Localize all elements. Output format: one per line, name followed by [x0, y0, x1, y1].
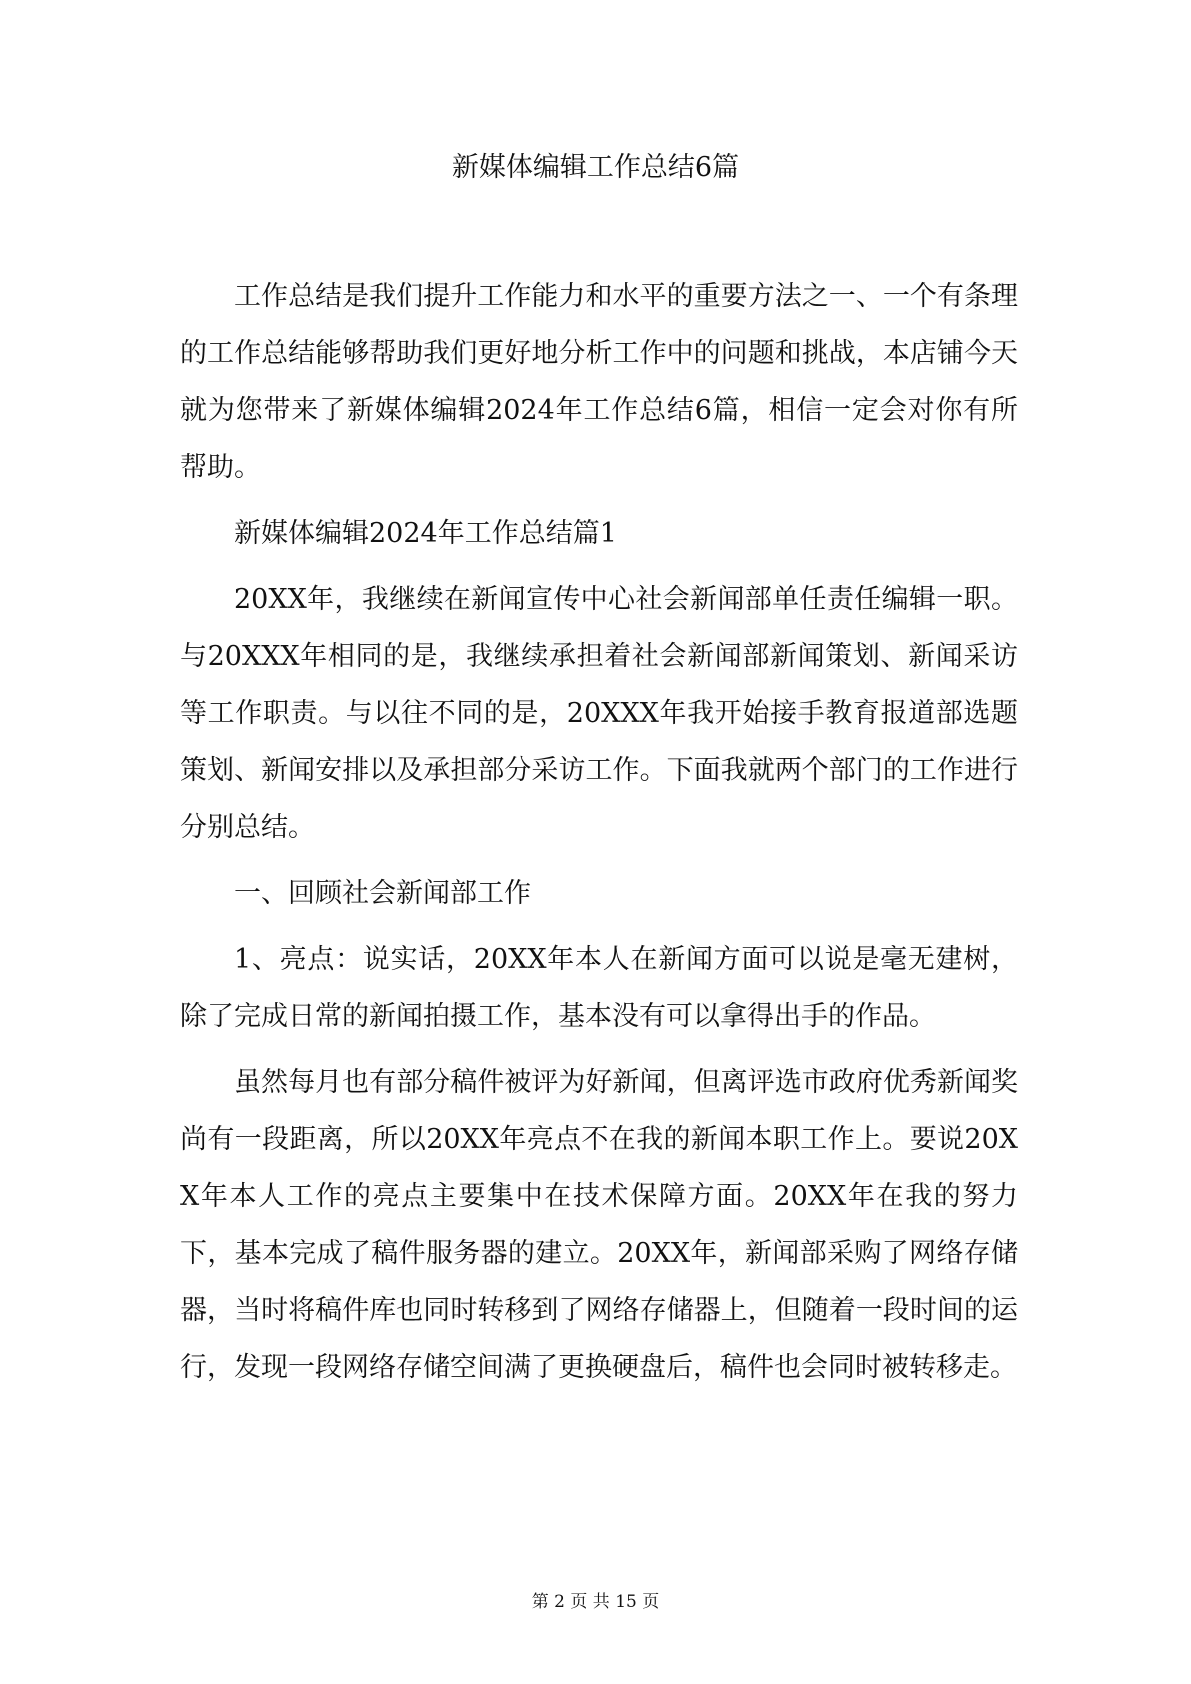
- subsection-heading: 一、回顾社会新闻部工作: [234, 878, 531, 909]
- document-body: [180, 268, 1018, 1396]
- section-heading: 新媒体编辑2024年工作总结篇1: [234, 518, 617, 549]
- document-title: 新媒体编辑工作总结6篇: [451, 152, 740, 183]
- intro-paragraph: 工作总结是我们提升工作能力和水平的重要方法之一、一个有条理的工作总结能够帮助我们更好地分析工作中的问题和挑战，本店铺今天就为您带来了新媒体编辑2024年工作总结6篇，相信一定会对你有所帮助。: [180, 281, 1018, 483]
- page-number: 第 2 页 共 15 页: [531, 1592, 660, 1612]
- body-paragraph: 20XX年，我继续在新闻宣传中心社会新闻部单任责任编辑一职。与20XXX年相同的是，我继续承担着社会新闻部新闻策划、新闻采访等工作职责。与以往不同的是，20XXX年我开始接手教育报道部选题策划、新闻安排以及承担部分采访工作。下面我就两个部门的工作进行分别总结。: [180, 584, 1018, 843]
- body-paragraph: 1、亮点：说实话，20XX年本人在新闻方面可以说是毫无建树，除了完成日常的新闻拍摄工作，基本没有可以拿得出手的作品。: [180, 944, 1018, 1032]
- body-paragraph: 虽然每月也有部分稿件被评为好新闻，但离评选市政府优秀新闻奖尚有一段距离，所以20XX年亮点不在我的新闻本职工作上。要说20XX年本人工作的亮点主要集中在技术保障方面。20XX年在我的努力下，基本完成了稿件服务器的建立。20XX年，新闻部采购了网络存储器，当时将稿件库也同时转移到了网络存储器上，但随着一段时间的运行，发现一段网络存储空间满了更换硬盘后，稿件也会同时被转移走。: [180, 1067, 1018, 1383]
